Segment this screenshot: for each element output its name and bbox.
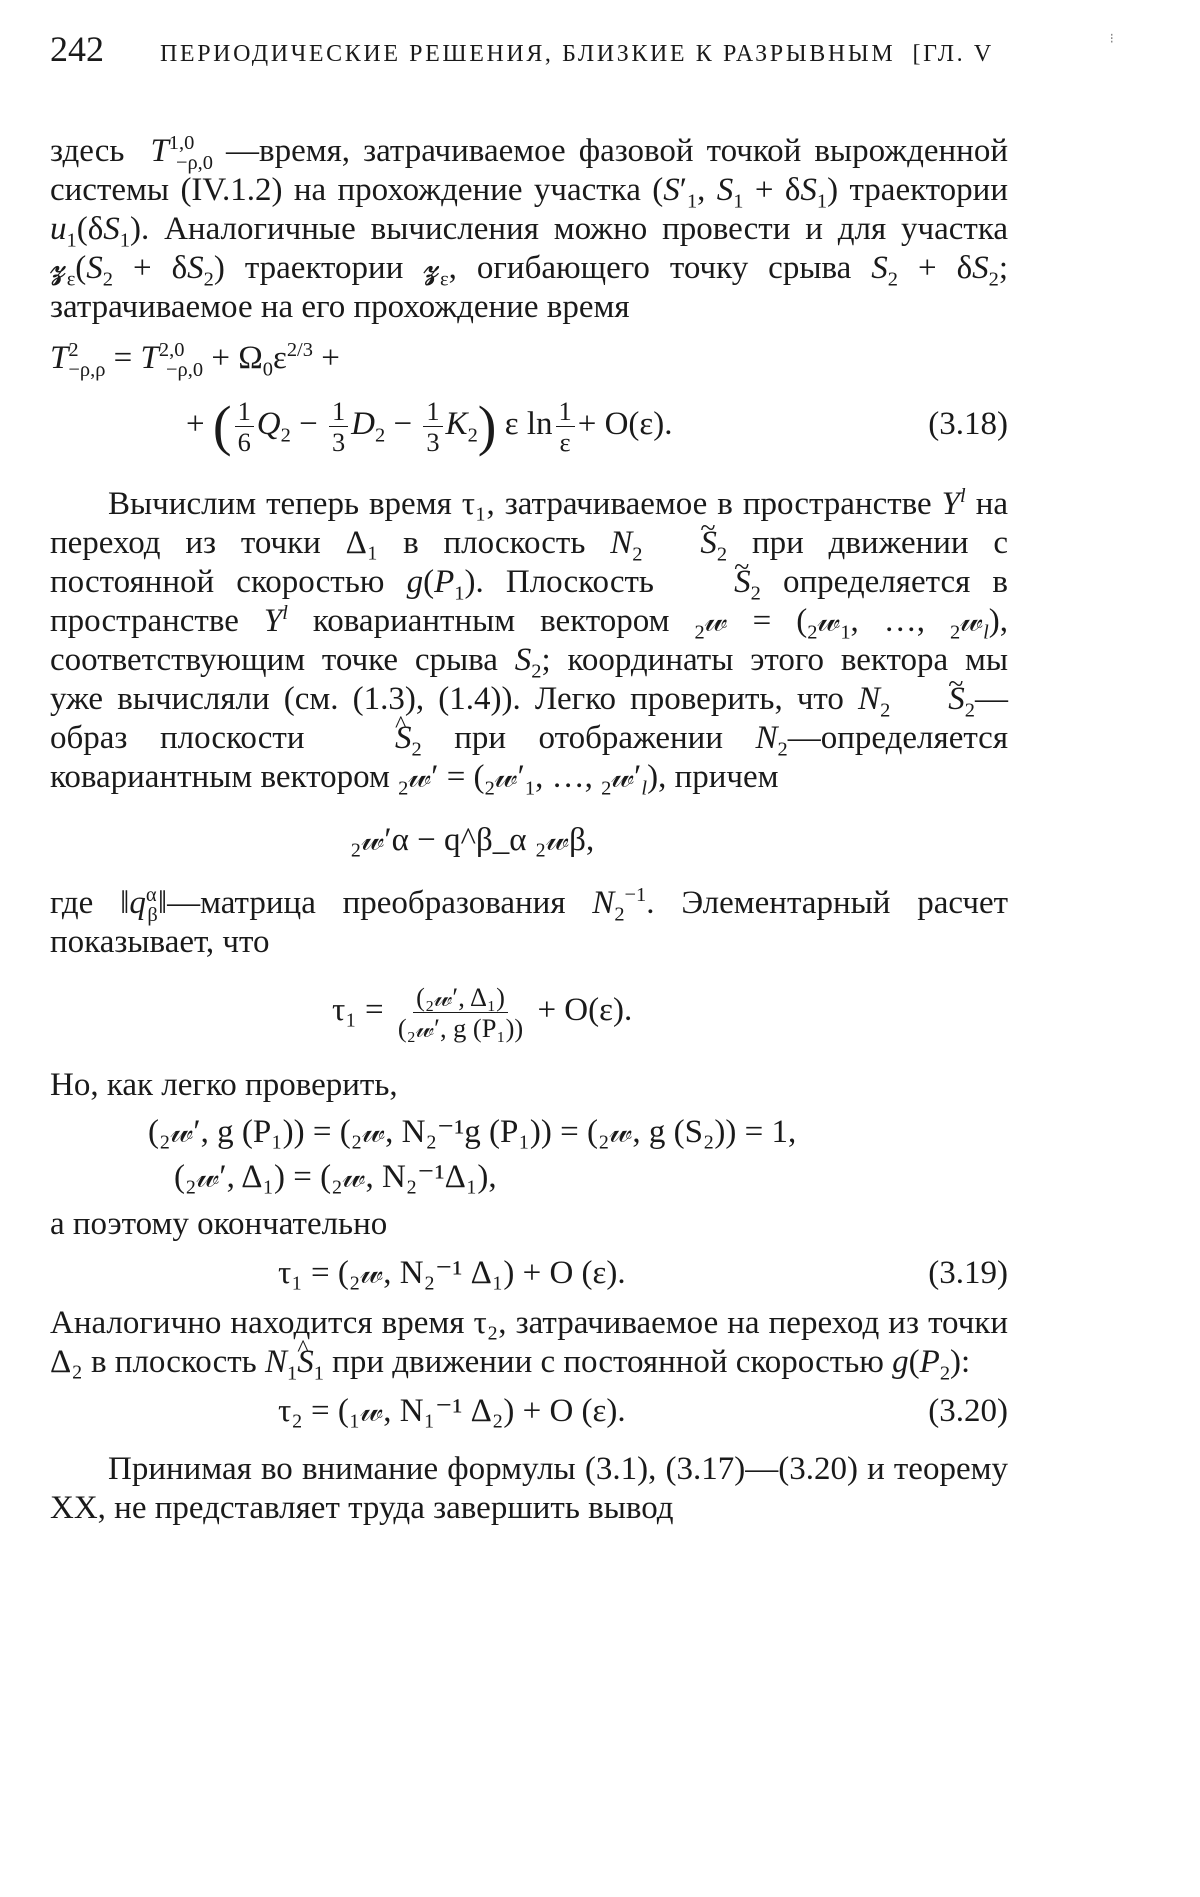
running-head bbox=[50, 30, 1008, 78]
paragraph-2: Вычислим теперь время τ₁, затрачиваемое в пространстве $Y^l$ на переход из точки Δ₁ в плоскость $N_2\sim$ $S_2$ при движении с постоянной скоростью $g(P_1)$. Плоскость ~ $S_2$ определяется в пространстве $Y^l$ ковариантным вектором $_2$𝓌 = ($_2𝓌_1$, …, $_2$𝓌$_l$), соответствующим точке срыва $S_2$; координаты этого вектора мы уже вычисляли (см. (1.3), (1.4)). Легко проверить, что $N_2\sim$ $S_2—образ$ плоскости ^ $S_2$ при отображении $N_2—определяется$ ковариантным вектором $_2$𝓌′ = ($_2𝓌'_1$, …, $_2𝓌'_l$), причем bbox=[50, 485, 1008, 797]
equation-tau1: τ₁ = $\frac{\text{(₂𝓌′, Δ₁)}}{\text{(₂𝓌′, g (P₁))}}$ + O(ε). bbox=[332, 981, 633, 1043]
equation-number-3-18: (3.18) bbox=[928, 406, 1008, 442]
paragraph-3: где $‖q^\alpha_\beta‖—матрица$ преобразования $N_2^{-1}$. Элементарный расчет показывает, что bbox=[50, 884, 1009, 960]
equation-transform: ₂𝓌′α − q^β_α ₂𝓌β, bbox=[350, 822, 595, 858]
equation-3-18-line-1: $T^2_{-\rho,\rho} = T^{2,0}_{-\rho,0} + \Omega_0\varepsilon^{2/3}$ + bbox=[50, 339, 340, 381]
paragraph-6: Аналогично находится время τ₂, затрачиваемое на переход из точки Δ₂ в плоскость $N_1\^{}$ $S_1$ при движении с постоянной скоростью $g(P_2)$: bbox=[50, 1304, 1008, 1382]
equation-number-3-20: (3.20) bbox=[928, 1393, 1008, 1429]
margin-mark: ⁝ bbox=[1109, 30, 1114, 46]
equation-check-line-1: (₂𝓌′, g (P₁)) = (₂𝓌, N₂⁻¹g (P₁)) = (₂𝓌, g (S₂)) = 1, bbox=[148, 1114, 797, 1150]
equation-number-3-19: (3.19) bbox=[928, 1255, 1008, 1291]
equation-3-19: τ₁ = (₂𝓌, N₂⁻¹ Δ₁) + O (ε). (3.19) bbox=[278, 1255, 1008, 1291]
equation-3-20: τ₂ = (₁𝓌, N₁⁻¹ Δ₂) + O (ε). (3.20) bbox=[278, 1393, 1008, 1429]
equation-check bbox=[50, 1113, 1008, 1197]
equation-3-18 bbox=[50, 339, 1008, 465]
paragraph-1: здесь T$^{1,0}_{-\rho,0}$ —время, затрачиваемое фазовой точкой вырожденной системы (IV.1.2) на прохождение участка ($S'_1$, $S_1 + \delta S_1$) траектории $u_1(\delta S_1)$. Аналогичные вычисления можно провести и для участка $𝔃_\varepsilon(S_2 + \delta S_2)$ траектории 𝔃$_\varepsilon$, огибающего точку срыва $S_2 + \delta S_2$; затрачиваемое на его прохождение время bbox=[50, 132, 1009, 325]
equation-3-18-line-2: + ( $\frac{1}{6}$ $Q_2$ − $\frac{1}{3}$ $D_2$ − $\frac{1}{3}$ $K_2$) ε ln $\frac{1}{\varepsilon}$ + O(ε). (3.18) bbox=[50, 383, 1008, 465]
running-title: ПЕРИОДИЧЕСКИЕ РЕШЕНИЯ, БЛИЗКИЕ К РАЗРЫВНЫМ [ГЛ. V bbox=[160, 41, 994, 67]
book-page bbox=[50, 30, 1008, 1528]
equation-check-line-2: (₂𝓌′, Δ₁) = (₂𝓌, N₂⁻¹Δ₁), bbox=[174, 1159, 497, 1195]
chapter-ref: [ГЛ. V bbox=[912, 41, 994, 67]
page-number: 242 bbox=[50, 29, 104, 69]
paragraph-7: Принимая во внимание формулы (3.1), (3.17)—(3.20) и теорему XX, не представляет труда завершить вывод bbox=[50, 1451, 1008, 1526]
paragraph-4: Но, как легко проверить, bbox=[50, 1067, 398, 1103]
paragraph-5: а поэтому окончательно bbox=[50, 1206, 388, 1242]
